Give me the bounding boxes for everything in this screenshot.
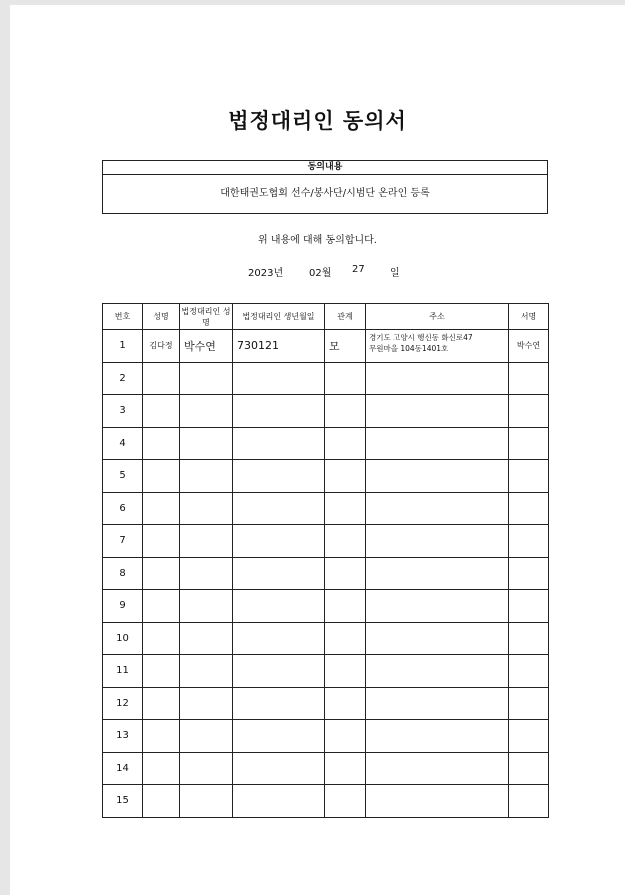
cell-guardian-birth [233, 427, 325, 460]
cell-address [366, 720, 509, 753]
cell-number: 1 [103, 330, 143, 363]
cell-signature [509, 752, 549, 785]
cell-guardian-name [180, 785, 233, 818]
cell-guardian-birth [233, 752, 325, 785]
cell-address [366, 687, 509, 720]
cell-address [366, 460, 509, 493]
cell-address [366, 785, 509, 818]
cell-guardian-birth [233, 622, 325, 655]
cell-signature [509, 492, 549, 525]
cell-guardian-name [180, 460, 233, 493]
cell-number: 15 [103, 785, 143, 818]
cell-signature [509, 557, 549, 590]
cell-guardian-name [180, 362, 233, 395]
consent-content-box [102, 160, 548, 214]
table-row [103, 720, 549, 753]
cell-number: 14 [103, 752, 143, 785]
cell-guardian-birth [233, 557, 325, 590]
cell-signature [509, 785, 549, 818]
cell-signature [509, 687, 549, 720]
cell-signature [509, 720, 549, 753]
cell-guardian-birth [233, 687, 325, 720]
cell-name [143, 785, 180, 818]
cell-signature: 박수연 [509, 330, 549, 363]
cell-number: 10 [103, 622, 143, 655]
cell-guardian-birth: 730121 [233, 330, 325, 363]
cell-signature [509, 622, 549, 655]
cell-relation [325, 557, 366, 590]
cell-number: 11 [103, 655, 143, 688]
header-guardian-name: 법정대리인 성명 [180, 304, 233, 330]
cell-address [366, 752, 509, 785]
cell-guardian-name [180, 655, 233, 688]
cell-number: 5 [103, 460, 143, 493]
cell-name [143, 427, 180, 460]
cell-name [143, 622, 180, 655]
cell-relation [325, 655, 366, 688]
cell-name [143, 492, 180, 525]
table-row [103, 655, 549, 688]
address-line-2: 무원마을 104동1401호 [369, 344, 449, 353]
table-row [103, 687, 549, 720]
cell-address [366, 525, 509, 558]
cell-guardian-birth [233, 525, 325, 558]
cell-name: 김다정 [143, 330, 180, 363]
cell-relation: 모 [325, 330, 366, 363]
cell-guardian-name [180, 557, 233, 590]
cell-name [143, 687, 180, 720]
cell-number: 3 [103, 395, 143, 428]
cell-guardian-birth [233, 785, 325, 818]
cell-address [366, 395, 509, 428]
cell-relation [325, 785, 366, 818]
table-row [103, 395, 549, 428]
cell-signature [509, 362, 549, 395]
cell-signature [509, 460, 549, 493]
cell-guardian-name [180, 492, 233, 525]
cell-guardian-name [180, 622, 233, 655]
cell-number: 2 [103, 362, 143, 395]
table-row [103, 330, 549, 363]
header-address: 주소 [366, 304, 509, 330]
cell-guardian-birth [233, 655, 325, 688]
cell-guardian-name [180, 525, 233, 558]
cell-guardian-name [180, 427, 233, 460]
table-header-row [103, 304, 549, 330]
cell-guardian-birth [233, 395, 325, 428]
cell-guardian-name [180, 395, 233, 428]
cell-guardian-name: 박수연 [180, 330, 233, 363]
cell-name [143, 655, 180, 688]
cell-address [366, 492, 509, 525]
cell-signature [509, 590, 549, 623]
date-day-label: 일 [390, 268, 400, 279]
table-row [103, 590, 549, 623]
cell-signature [509, 427, 549, 460]
header-guardian-birth: 법정대리인 생년월일 [233, 304, 325, 330]
cell-guardian-birth [233, 492, 325, 525]
cell-relation [325, 492, 366, 525]
table-row [103, 362, 549, 395]
consent-content-header: 동의내용 [103, 161, 547, 175]
table-row [103, 785, 549, 818]
document-page [10, 5, 625, 895]
cell-relation [325, 687, 366, 720]
cell-name [143, 460, 180, 493]
cell-name [143, 720, 180, 753]
cell-relation [325, 720, 366, 753]
cell-signature [509, 395, 549, 428]
cell-guardian-name [180, 687, 233, 720]
table-row [103, 557, 549, 590]
cell-relation [325, 362, 366, 395]
cell-relation [325, 395, 366, 428]
table-row [103, 752, 549, 785]
agreement-statement: 위 내용에 대해 동의합니다. [258, 235, 377, 246]
header-relation: 관계 [325, 304, 366, 330]
cell-address [366, 557, 509, 590]
cell-guardian-birth [233, 720, 325, 753]
table-row [103, 622, 549, 655]
cell-relation [325, 525, 366, 558]
cell-relation [325, 427, 366, 460]
cell-guardian-birth [233, 590, 325, 623]
cell-relation [325, 590, 366, 623]
cell-relation [325, 622, 366, 655]
cell-guardian-name [180, 752, 233, 785]
cell-number: 7 [103, 525, 143, 558]
cell-guardian-birth [233, 460, 325, 493]
cell-address [366, 622, 509, 655]
cell-guardian-name [180, 720, 233, 753]
cell-address [366, 590, 509, 623]
cell-relation [325, 752, 366, 785]
cell-address [366, 362, 509, 395]
cell-name [143, 752, 180, 785]
cell-number: 8 [103, 557, 143, 590]
header-number: 번호 [103, 304, 143, 330]
cell-relation [325, 460, 366, 493]
cell-address [366, 330, 509, 363]
date-year: 2023년 [248, 268, 284, 279]
header-signature: 서명 [509, 304, 549, 330]
cell-signature [509, 655, 549, 688]
date-month: 02월 [309, 268, 332, 279]
cell-name [143, 525, 180, 558]
date-day: 27 [352, 264, 365, 275]
cell-number: 9 [103, 590, 143, 623]
document-title: 법정대리인 동의서 [228, 109, 407, 133]
cell-signature [509, 525, 549, 558]
table-row [103, 525, 549, 558]
table-row [103, 427, 549, 460]
table-row [103, 492, 549, 525]
address-line-1: 경기도 고양시 행신동 화신로47 [369, 333, 473, 342]
cell-name [143, 590, 180, 623]
cell-name [143, 362, 180, 395]
cell-number: 13 [103, 720, 143, 753]
header-name: 성명 [143, 304, 180, 330]
cell-number: 12 [103, 687, 143, 720]
cell-guardian-name [180, 590, 233, 623]
cell-name [143, 557, 180, 590]
cell-address [366, 655, 509, 688]
guardian-consent-table [102, 303, 549, 818]
table-row [103, 460, 549, 493]
cell-guardian-birth [233, 362, 325, 395]
cell-address [366, 427, 509, 460]
consent-content-text: 대한태권도협회 선수/봉사단/시범단 온라인 등록 [220, 188, 430, 199]
cell-name [143, 395, 180, 428]
cell-number: 6 [103, 492, 143, 525]
cell-number: 4 [103, 427, 143, 460]
